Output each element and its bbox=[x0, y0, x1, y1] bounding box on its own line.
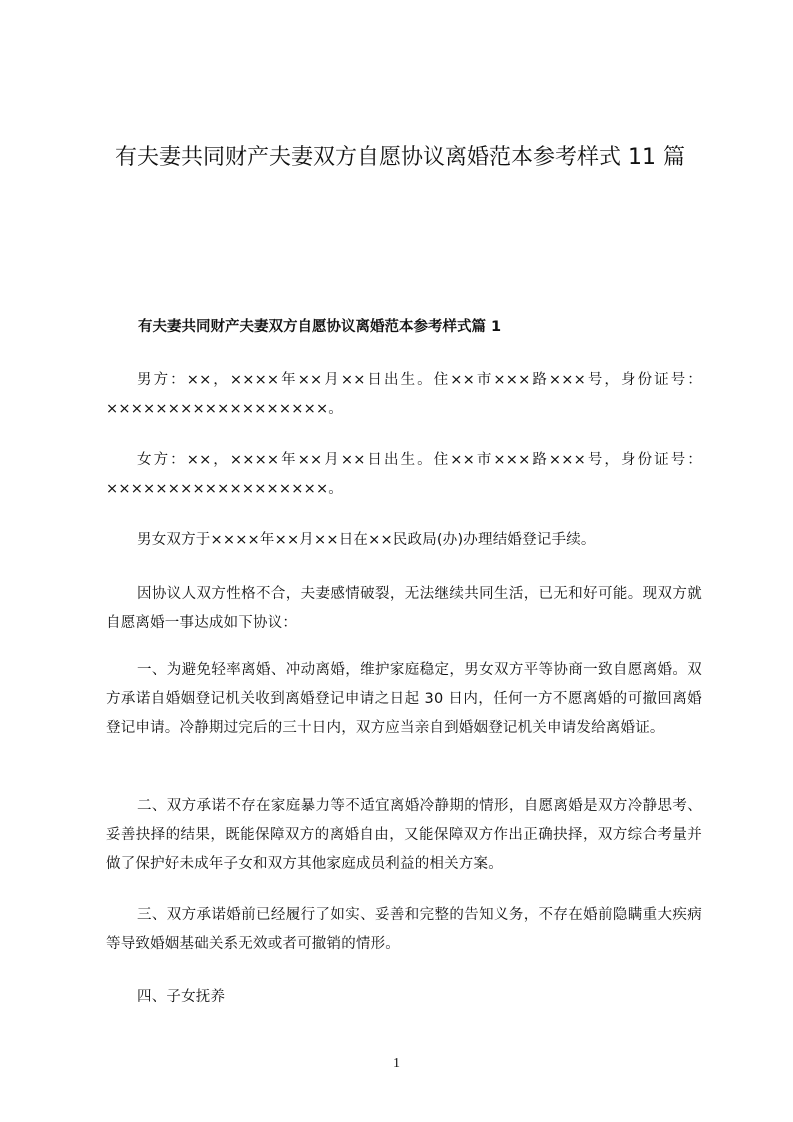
paragraph-divorce-reason: 因协议人双方性格不合，夫妻感情破裂，无法继续共同生活，已无和好可能。现双方就自愿离婚一事达成如下协议： bbox=[106, 586, 702, 631]
paragraph-clause-1: 一、为避免轻率离婚、冲动离婚，维护家庭稳定，男女双方平等协商一致自愿离婚。双方承诺自婚姻登记机关收到离婚登记申请之日起 30 日内，任何一方不愿离婚的可撤回离婚登记申请。冷静期过完后的三十日内，双方应当亲自到婚姻登记机关申请发给离婚证。 bbox=[106, 662, 702, 736]
paragraph-clause-2: 二、双方承诺不存在家庭暴力等不适宜离婚冷静期的情形，自愿离婚是双方冷静思考、妥善抉择的结果，既能保障双方的离婚自由，又能保障双方作出正确抉择，双方综合考量并做了保护好未成年子女和双方其他家庭成员利益的相关方案。 bbox=[106, 798, 702, 872]
page-number: 1 bbox=[393, 1056, 400, 1071]
document-title: 有夫妻共同财产夫妻双方自愿协议离婚范本参考样式 11 篇 bbox=[115, 145, 685, 170]
paragraph-marriage-registration: 男女双方于××××年××月××日在××民政局(办)办理结婚登记手续。 bbox=[137, 532, 596, 548]
paragraph-wife-info: 女方：××，××××年××月××日出生。住××市×××路×××号，身份证号：××××××××××××××××××。 bbox=[106, 452, 702, 497]
paragraph-clause-4-heading: 四、子女抚养 bbox=[137, 989, 226, 1005]
paragraph-clause-3: 三、双方承诺婚前已经履行了如实、妥善和完整的告知义务，不存在婚前隐瞒重大疾病等导致婚姻基础关系无效或者可撤销的情形。 bbox=[106, 907, 702, 952]
section-heading: 有夫妻共同财产夫妻双方自愿协议离婚范本参考样式篇 1 bbox=[138, 319, 502, 335]
paragraph-husband-info: 男方：××，××××年××月××日出生。住××市×××路×××号，身份证号：××××××××××××××××××。 bbox=[106, 372, 702, 417]
